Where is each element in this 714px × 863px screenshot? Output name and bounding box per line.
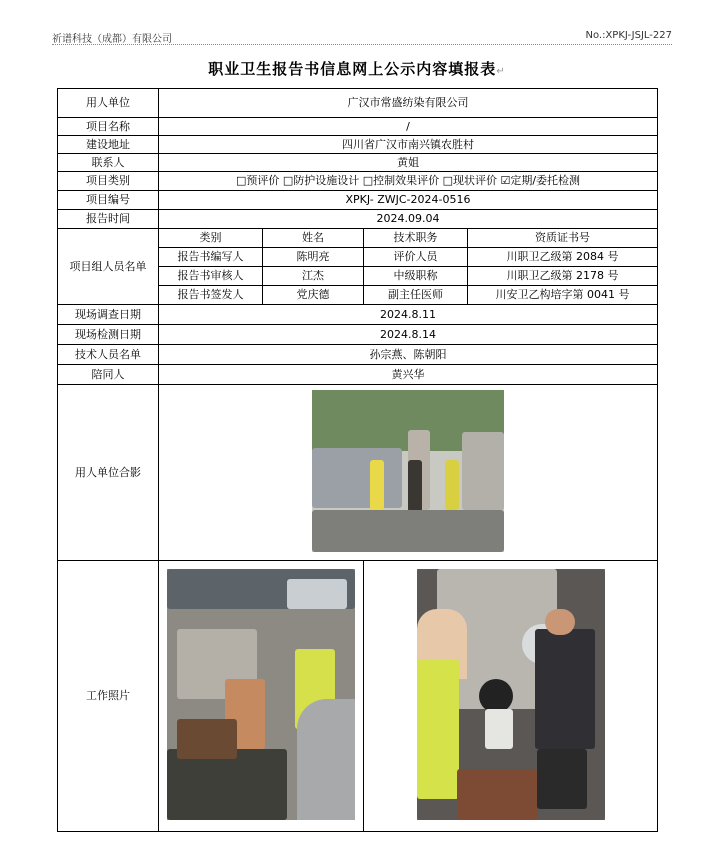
report-time-value: 2024.09.04 — [159, 210, 658, 229]
row-escort — [58, 365, 658, 385]
work-photo-cell-1 — [159, 561, 364, 832]
test-date-value: 2024.8.14 — [159, 325, 658, 345]
technicians-value: 孙宗燕、陈朝阳 — [159, 345, 658, 365]
project-no-label: 项目编号 — [58, 191, 159, 210]
address-label: 建设地址 — [58, 136, 159, 154]
title-text: 职业卫生报告书信息网上公示内容填报表 — [208, 60, 497, 78]
member-name: 陈明亮 — [263, 248, 364, 267]
member-role: 报告书签发人 — [159, 286, 263, 305]
row-technicians — [58, 345, 658, 365]
category-label: 项目类别 — [58, 172, 159, 191]
work-photo-1 — [167, 569, 355, 820]
survey-date-value: 2024.8.11 — [159, 305, 658, 325]
team-header-cert: 资质证书号 — [468, 229, 658, 248]
header-doc-no: No.:XPKJ-JSJL-227 — [585, 30, 672, 41]
project-name-value: / — [159, 118, 658, 136]
row-test-date — [58, 325, 658, 345]
member-name: 党庆德 — [263, 286, 364, 305]
row-project-name — [58, 118, 658, 136]
group-photo-label: 用人单位合影 — [58, 385, 159, 561]
member-title: 评价人员 — [364, 248, 468, 267]
project-no-value: XPKJ- ZWJC-2024-0516 — [159, 191, 658, 210]
row-work-photos — [58, 561, 658, 832]
project-name-label: 项目名称 — [58, 118, 159, 136]
row-employer — [58, 89, 658, 118]
row-group-photo — [58, 385, 658, 561]
work-photo-cell-2 — [364, 561, 658, 832]
category-value: □预评价 □防护设施设计 □控制效果评价 □现状评价 ☑定期/委托检测 — [159, 172, 658, 191]
row-category — [58, 172, 658, 191]
member-title: 中级职称 — [364, 267, 468, 286]
info-table — [57, 88, 658, 832]
work-photo-2 — [417, 569, 605, 820]
report-time-label: 报告时间 — [58, 210, 159, 229]
technicians-label: 技术人员名单 — [58, 345, 159, 365]
group-photo-cell — [159, 385, 658, 561]
page-header — [52, 30, 672, 45]
work-photos-label: 工作照片 — [58, 561, 159, 832]
team-header-title: 技术职务 — [364, 229, 468, 248]
paragraph-mark: ↵ — [496, 66, 506, 77]
member-role: 报告书审核人 — [159, 267, 263, 286]
contact-value: 黄姐 — [159, 154, 658, 172]
member-title: 副主任医师 — [364, 286, 468, 305]
row-contact — [58, 154, 658, 172]
address-value: 四川省广汉市南兴镇农胜村 — [159, 136, 658, 154]
member-cert: 川安卫乙构培字第 0041 号 — [468, 286, 658, 305]
row-survey-date — [58, 305, 658, 325]
header-company: 祈谱科技（成都）有限公司 — [52, 34, 172, 45]
team-header-category: 类别 — [159, 229, 263, 248]
team-label: 项目组人员名单 — [58, 229, 159, 305]
team-header-name: 姓名 — [263, 229, 364, 248]
member-cert: 川职卫乙级第 2178 号 — [468, 267, 658, 286]
group-photo — [312, 390, 504, 552]
survey-date-label: 现场调查日期 — [58, 305, 159, 325]
test-date-label: 现场检测日期 — [58, 325, 159, 345]
member-role: 报告书编写人 — [159, 248, 263, 267]
escort-label: 陪同人 — [58, 365, 159, 385]
row-report-time — [58, 210, 658, 229]
page-title — [0, 58, 714, 79]
row-project-no — [58, 191, 658, 210]
team-header-row — [58, 229, 658, 248]
row-address — [58, 136, 658, 154]
employer-label: 用人单位 — [58, 89, 159, 118]
contact-label: 联系人 — [58, 154, 159, 172]
member-name: 江杰 — [263, 267, 364, 286]
escort-value: 黄兴华 — [159, 365, 658, 385]
employer-value: 广汉市常盛纺染有限公司 — [159, 89, 658, 118]
member-cert: 川职卫乙级第 2084 号 — [468, 248, 658, 267]
